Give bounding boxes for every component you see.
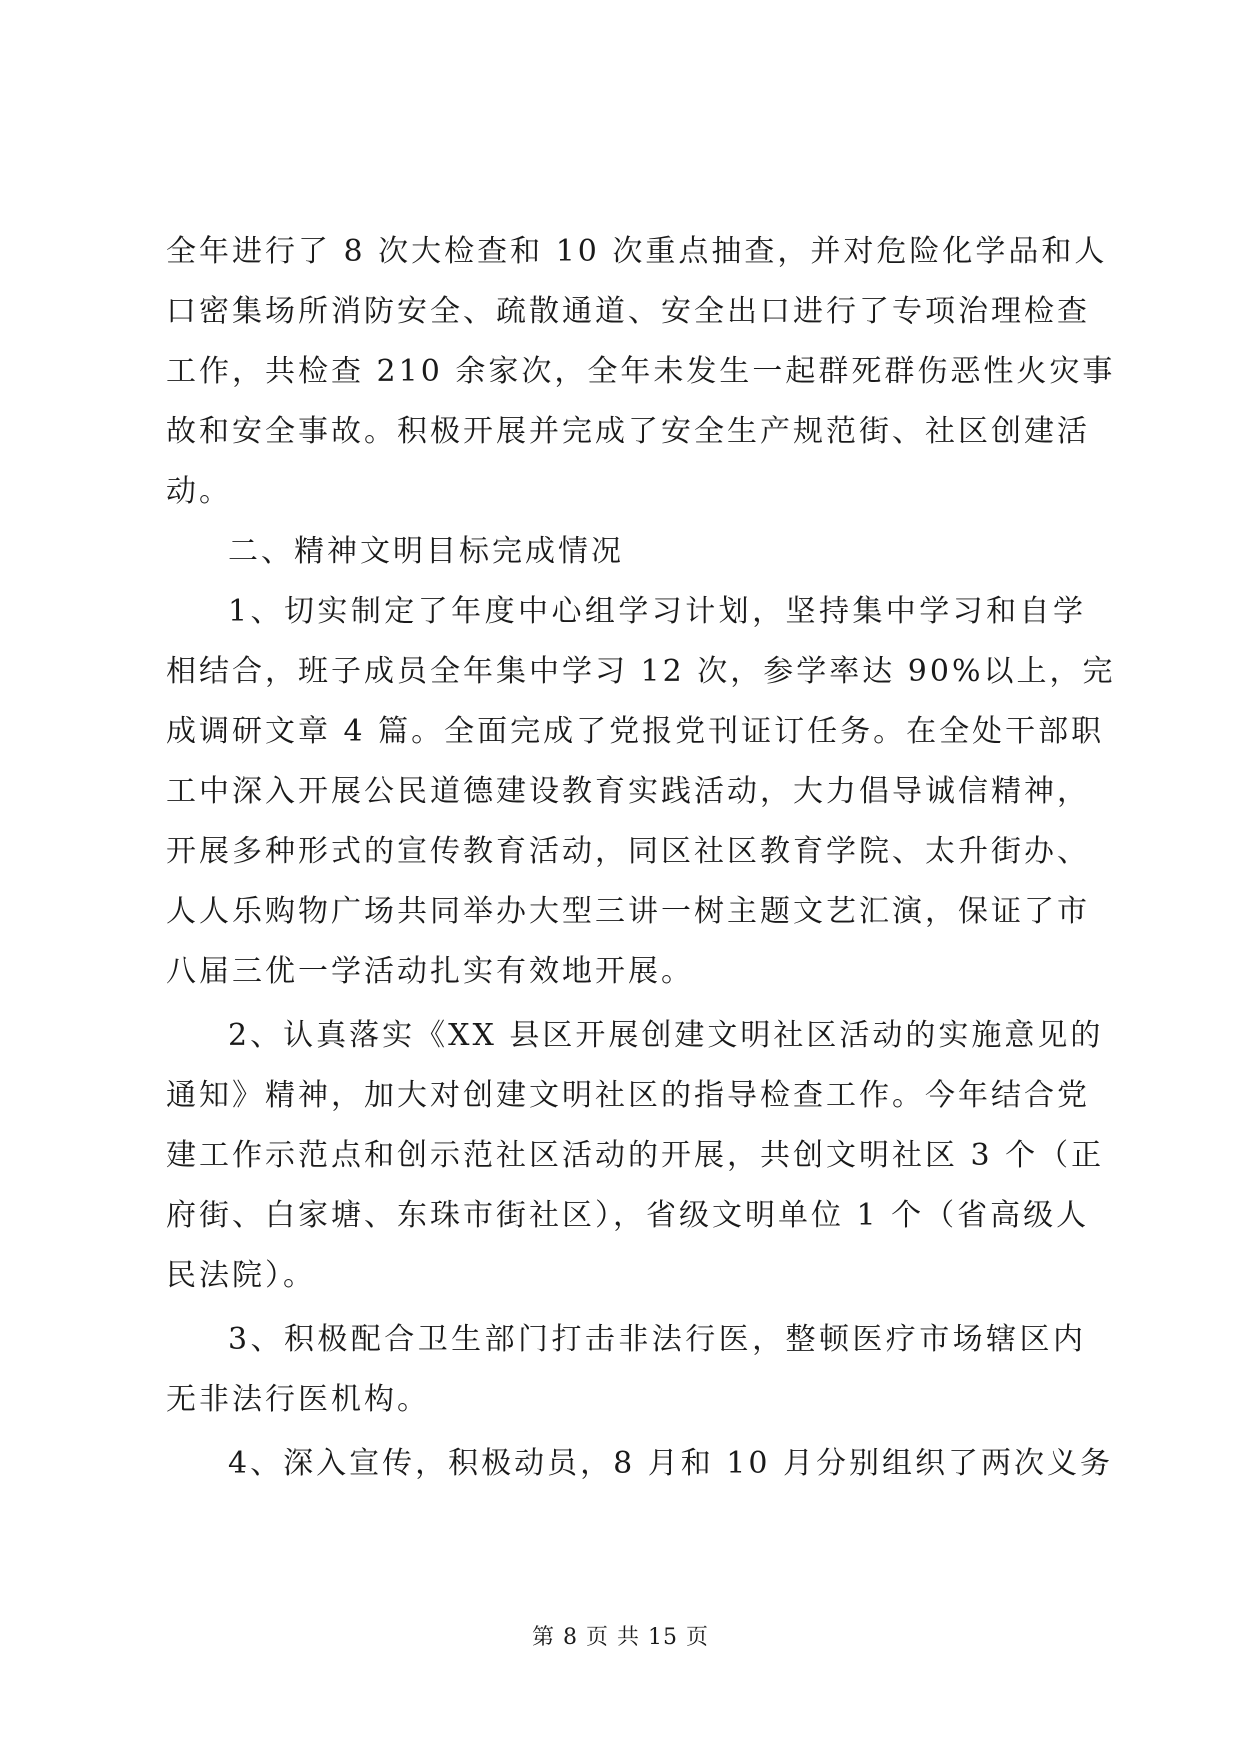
text-line: 4、深入宣传，积极动员，8 月和 10 月分别组织了两次义务 (228, 1446, 1113, 1481)
text-line: 相结合，班子成员全年集中学习 12 次，参学率达 90%以上，完 (166, 654, 1116, 689)
text-line: 全年进行了 8 次大检查和 10 次重点抽查，并对危险化学品和人 (166, 234, 1108, 269)
text-line: 民法院）。 (166, 1258, 316, 1293)
text-line: 成调研文章 4 篇。全面完成了党报党刊证订任务。在全处干部职 (166, 714, 1105, 749)
text-line: 故和安全事故。积极开展并完成了安全生产规范街、社区创建活 (166, 414, 1090, 449)
text-line: 2、认真落实《XX 县区开展创建文明社区活动的实施意见的 (228, 1018, 1104, 1053)
text-line: 口密集场所消防安全、疏散通道、安全出口进行了专项治理检查 (166, 294, 1090, 329)
text-line: 府街、白家塘、东珠市街社区），省级文明单位 1 个（省高级人 (166, 1198, 1090, 1233)
text-line: 工中深入开展公民道德建设教育实践活动，大力倡导诚信精神， (166, 774, 1090, 809)
text-line: 通知》精神，加大对创建文明社区的指导检查工作。今年结合党 (166, 1078, 1090, 1113)
text-line: 无非法行医机构。 (166, 1382, 430, 1417)
document-body (166, 222, 1116, 1494)
text-line: 工作，共检查 210 余家次，全年未发生一起群死群伤恶性火灾事 (166, 354, 1116, 389)
text-line: 动。 (166, 474, 232, 509)
text-line: 人人乐购物广场共同举办大型三讲一树主题文艺汇演，保证了市 (166, 894, 1090, 929)
text-line: 建工作示范点和创示范社区活动的开展，共创文明社区 3 个（正 (166, 1138, 1105, 1173)
text-line: 3、积极配合卫生部门打击非法行医，整顿医疗市场辖区内 (228, 1322, 1086, 1357)
page-number-footer: 第 8 页 共 15 页 (532, 1625, 709, 1650)
text-line: 八届三优一学活动扎实有效地开展。 (166, 954, 694, 989)
text-line: 开展多种形式的宣传教育活动，同区社区教育学院、太升街办、 (166, 834, 1090, 869)
section-heading: 二、精神文明目标完成情况 (228, 534, 624, 569)
text-line: 1、切实制定了年度中心组学习计划，坚持集中学习和自学 (228, 594, 1086, 629)
